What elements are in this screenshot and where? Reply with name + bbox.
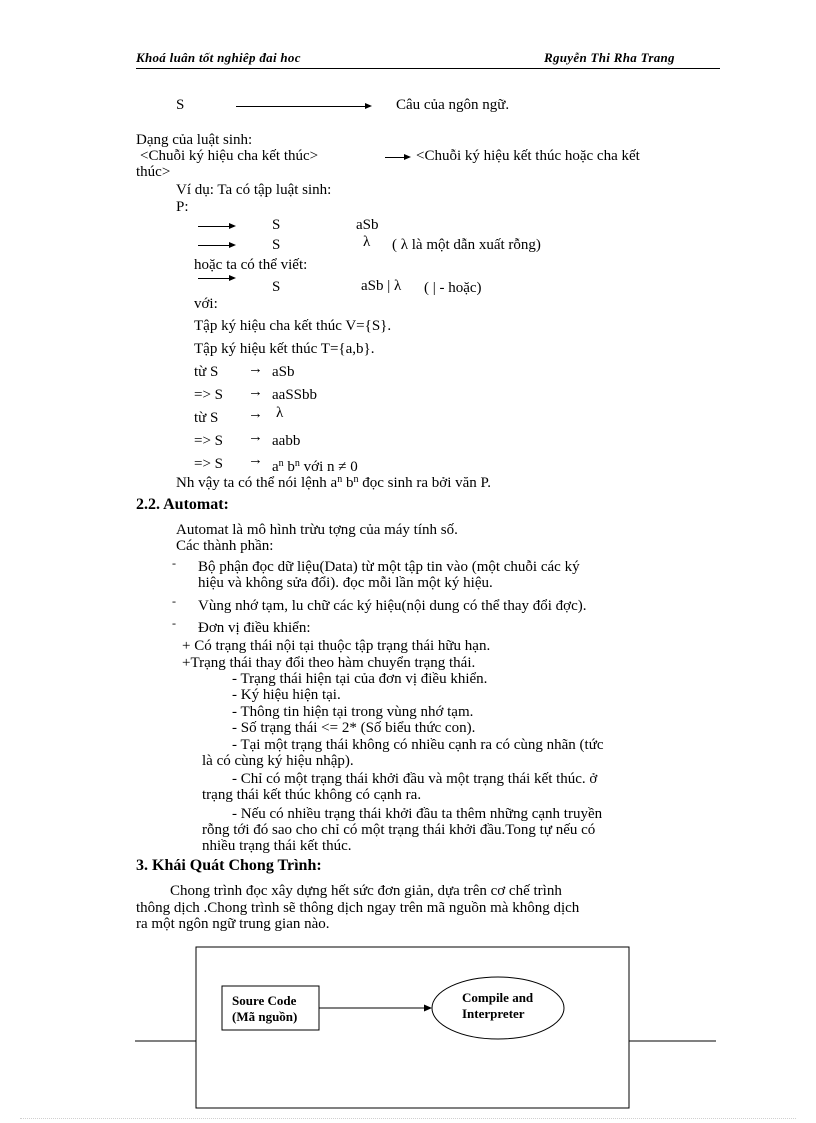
rule1-lhs: S [272, 217, 281, 233]
derivation-1-left: từ S [194, 364, 219, 380]
example-p-label: P: [176, 199, 189, 215]
state-item-1: - Trạng thái hiện tại của đơn vị điều khiển. [232, 671, 488, 687]
derivation-arrow-icon: → [248, 429, 263, 445]
derivation-1-right: aSb [272, 364, 295, 380]
header-rule [136, 68, 720, 69]
derivation-2-right: aaSSbb [272, 387, 317, 403]
derivation-arrow-icon: → [248, 406, 263, 422]
top-arrow-icon [236, 106, 370, 107]
state-item-5-line2: là có cùng ký hiệu nhập). [202, 753, 354, 769]
rule2-note: ( λ là một dẫn xuất rỗng) [392, 237, 541, 253]
derivation-3-left: từ S [194, 410, 219, 426]
state-item-6-line2: trạng thái kết thúc không có cạnh ra. [202, 787, 422, 803]
rule3-note: ( | - hoặc) [424, 280, 482, 296]
source-code-label-2: (Mã nguồn) [232, 1009, 298, 1024]
top-result: Câu của ngôn ngữ. [396, 97, 510, 113]
bullet-icon: - [172, 594, 176, 608]
flow-arrow-head-icon [424, 1005, 432, 1012]
top-symbol: S [176, 97, 185, 113]
rule-form-cont: thúc> [136, 164, 171, 180]
state-item-7-line1: - Nếu có nhiều trạng thái khởi đầu ta thêm những cạnh truyền [232, 806, 603, 822]
compile-label-1: Compile and [462, 990, 534, 1005]
flow-diagram [130, 940, 730, 1110]
components-label: Các thành phần: [176, 538, 274, 554]
state-item-3: - Thông tin hiện tại trong vùng nhớ tạm. [232, 704, 474, 720]
rule3-arrow-icon [198, 278, 234, 279]
compile-label-2: Interpreter [462, 1006, 525, 1021]
rule1-rhs: aSb [356, 217, 379, 233]
with-label: với: [194, 296, 218, 312]
component-2: Vùng nhớ tạm, lu chữ các ký hiệu(nội dung có thể thay đổi đợc). [198, 598, 587, 614]
section-2-2-title: 2.2. Automat: [136, 496, 229, 513]
alt-intro: hoặc ta có thể viết: [194, 257, 308, 273]
rule2-arrow-icon [198, 245, 234, 246]
terminal-set: Tập ký hiệu kết thúc T={a,b}. [194, 341, 375, 357]
derivation-arrow-icon: → [248, 452, 263, 468]
rule3-rhs: aSb | λ [361, 278, 402, 294]
state-item-5-line1: - Tại một trạng thái không có nhiều cạnh ra có cùng nhãn (tức [232, 737, 604, 753]
example-conclusion: Nh vậy ta có thể nói lệnh $a^n$ $b^n$ đọc sinh ra bởi văn P. [176, 474, 491, 491]
derivation-5-left: => S [194, 456, 224, 472]
state-item-2: - Ký hiệu hiện tại. [232, 687, 341, 703]
rule-form-right: <Chuỗi ký hiệu kết thúc hoặc cha kết [416, 148, 640, 164]
example-intro: Ví dụ: Ta có tập luật sinh: [176, 182, 332, 198]
derivation-4-left: => S [194, 433, 224, 449]
header-left: Khoá luân tốt nghiêp đai hoc [136, 50, 301, 65]
rule-form-title: Dạng của luật sinh: [136, 132, 253, 148]
component-1-line2: hiệu và không sửa đổi). đọc mỗi lần một ký hiệu. [198, 575, 493, 591]
state-item-4: - Số trạng thái <= 2* (Số biểu thức con). [232, 720, 476, 736]
header-right: Rguyễn Thi Rha Trang [544, 50, 675, 65]
component-1-line1: Bộ phận đọc dữ liệu(Data) từ một tập tin vào (một chuỗi các ký [198, 559, 580, 575]
section-3-title: 3. Khái Quát Chong Trình: [136, 857, 322, 874]
derivation-2-left: => S [194, 387, 224, 403]
derivation-arrow-icon: → [248, 361, 263, 377]
derivation-3-right: λ [276, 405, 284, 421]
section-3-line3: ra một ngôn ngữ trung gian nào. [136, 916, 330, 932]
derivation-5-right: $a^n$ $b^n$ với n ≠ 0 [272, 458, 358, 475]
state-item-7-line3: nhiều trạng thái kết thúc. [202, 838, 352, 854]
control-prop-1: + Có trạng thái nội tại thuộc tập trạng thái hữu hạn. [182, 638, 491, 654]
rule3-lhs: S [272, 279, 281, 295]
rule-form-arrow-icon [385, 157, 409, 158]
source-code-label-1: Soure Code [232, 993, 297, 1008]
rule-form-left: <Chuỗi ký hiệu cha kết thúc> [140, 148, 319, 164]
state-item-6-line1: - Chỉ có một trạng thái khởi đầu và một trạng thái kết thúc. ở [232, 771, 598, 787]
rule2-lhs: S [272, 237, 281, 253]
section-3-line1: Chong trình đọc xây dựng hết sức đơn giản, dựa trên cơ chế trình [170, 883, 562, 899]
derivation-arrow-icon: → [248, 384, 263, 400]
bullet-icon: - [172, 616, 176, 630]
rule1-arrow-icon [198, 226, 234, 227]
derivation-4-right: aabb [272, 433, 301, 449]
rule2-rhs: λ [363, 234, 371, 250]
component-3: Đơn vị điều khiển: [198, 620, 311, 636]
state-item-7-line2: rỗng tới đó sao cho chỉ có một trạng thái khởi đầu.Tong tự nếu có [202, 822, 596, 838]
automat-def: Automat là mô hình trừu tợng của máy tính số. [176, 522, 458, 538]
section-3-line2: thông dịch .Chong trình sẽ thông dịch ngay trên mã nguồn mà không dịch [136, 900, 580, 916]
page-bottom-border [20, 1118, 796, 1119]
control-prop-2: +Trạng thái thay đổi theo hàm chuyển trạng thái. [182, 655, 476, 671]
nonterminal-set: Tập ký hiệu cha kết thúc V={S}. [194, 318, 392, 334]
bullet-icon: - [172, 556, 176, 570]
